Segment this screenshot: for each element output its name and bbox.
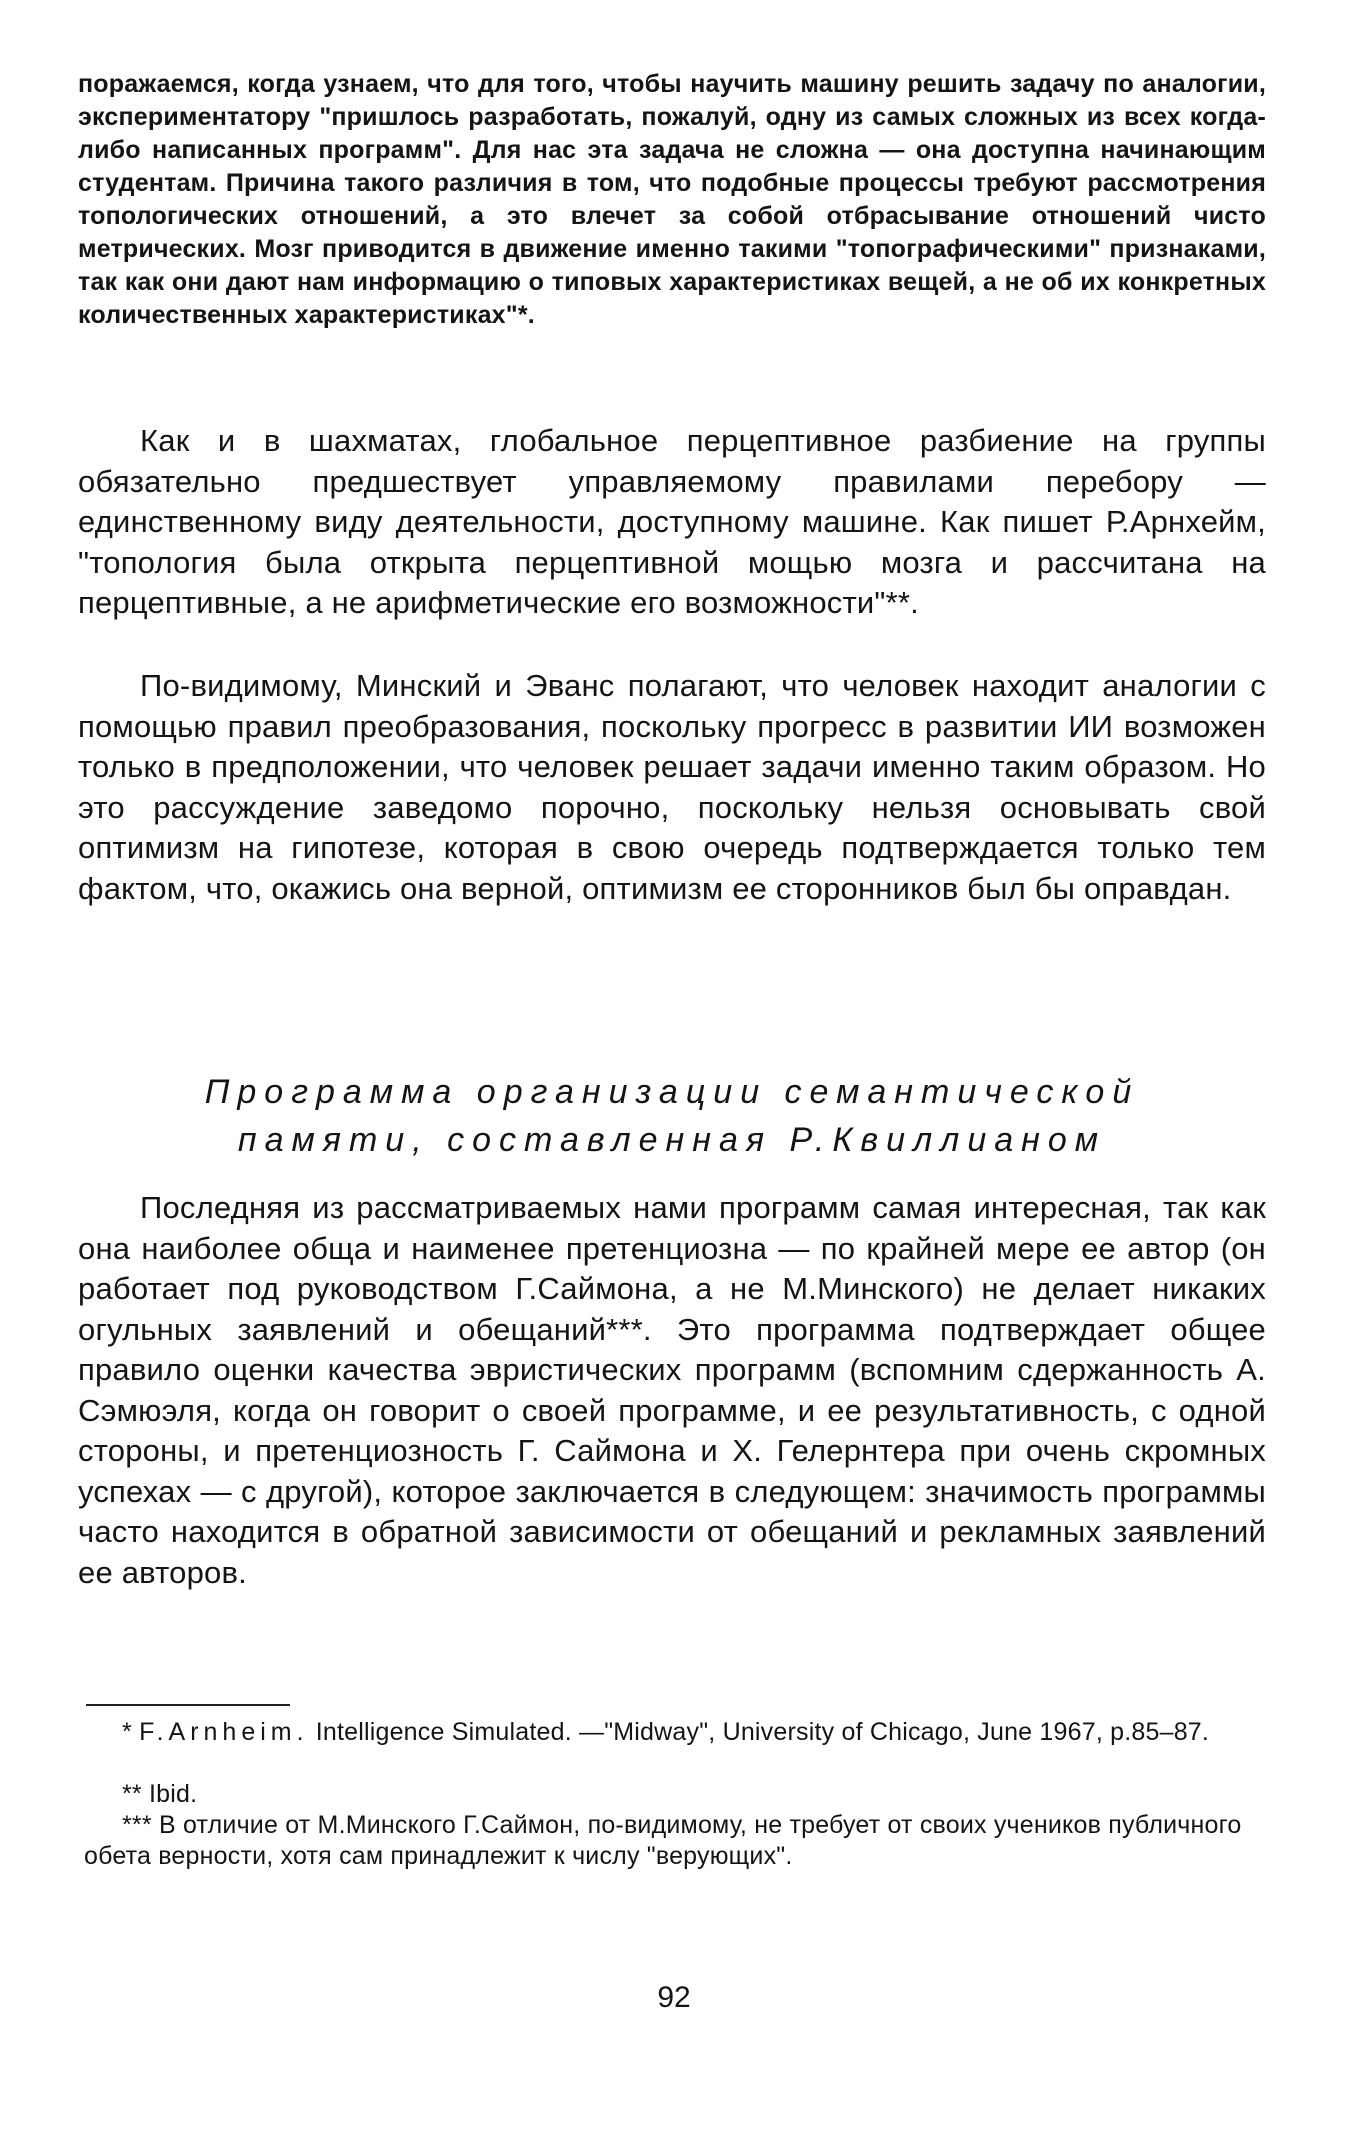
footnote-1-marker: * xyxy=(122,1718,140,1746)
section-heading-line-2: памяти, составленная Р.Квиллианом xyxy=(237,1121,1107,1159)
footnote-1 xyxy=(84,1717,1264,1748)
footnote-1-author: F.Arnheim. xyxy=(139,1718,309,1746)
section-heading-line-1: Программа организации семантической xyxy=(204,1073,1140,1111)
footnote-2-marker: ** xyxy=(122,1780,150,1808)
footnote-divider xyxy=(86,1704,290,1706)
section-heading xyxy=(78,1068,1266,1164)
footnote-1-text: Intelligence Simulated. —"Midway", University of Chicago, June 1967, p.85–87. xyxy=(308,1718,1210,1746)
body-paragraph-1: Как и в шахматах, глобальное перцептивное разбиение на группы обязательно предшествует управляемому правилами перебору — единственному виду деятельности, доступному машине. Как пишет Р.Арнхейм, "топология была открыта перцептивной мощью мозга и рассчитана на перцептивные, а не арифметические его возможности"**. xyxy=(78,423,1266,620)
quote-paragraph: поражаемся, когда узнаем, что для того, чтобы научить машину решить задачу по аналогии, экспериментатору "пришлось разработать, пожалуй, одну из самых сложных из всех когда-либо написанных программ". Для нас эта задача не сложна — она доступна начинающим студентам. Причина такого различия в том, что подобные процессы требуют рассмотрения топологических отношений, а это влечет за собой отбрасывание отношений чисто метрических. Мозг приводится в движение именно такими "топографическими" признаками, так как они дают нам информацию о типовых характеристиках вещей, а не об их конкретных количественных характеристиках"*. xyxy=(78,70,1266,329)
footnote-3-marker: *** xyxy=(122,1811,159,1839)
footnote-3 xyxy=(84,1810,1264,1872)
footnote-3-text: В отличие от М.Минского Г.Саймон, по-видимому, не требует от своих учеников публичного обета верности, хотя сам принадлежит к числу "верующих". xyxy=(84,1811,1242,1870)
page-number: 92 xyxy=(657,1981,691,2014)
footnote-2-text: Ibid. xyxy=(149,1780,198,1808)
body-paragraph-3: Последняя из рассматриваемых нами программ самая интересная, так как она наиболее обща и наименее претенциозна — по крайней мере ее автор (он работает под руководством Г.Саймона, а не М.Минского) не делает никаких огульных заявлений и обещаний***. Это программа подтверждает общее правило оценки качества эвристических программ (вспомним сдержанность А. Сэмюэля, когда он говорит о своей программе, и ее результативность, с одной стороны, и претенциозность Г. Саймона и Х. Гелернтера при очень скромных успехах — с другой), которое заключается в следующем: значимость программы часто находится в обратной зависимости от обещаний и рекламных заявлений ее авторов. xyxy=(78,1190,1266,1590)
body-paragraph-2: По-видимому, Минский и Эванс полагают, что человек находит аналогии с помощью правил преобразования, поскольку прогресс в развитии ИИ возможен только в предположении, что человек решает задачи именно таким образом. Но это рассуждение заведомо порочно, поскольку нельзя основывать свой оптимизм на гипотезе, которая в свою очередь подтверждается только тем фактом, что, окажись она верной, оптимизм ее сторонников был бы оправдан. xyxy=(78,668,1266,906)
footnote-2 xyxy=(84,1779,1264,1810)
